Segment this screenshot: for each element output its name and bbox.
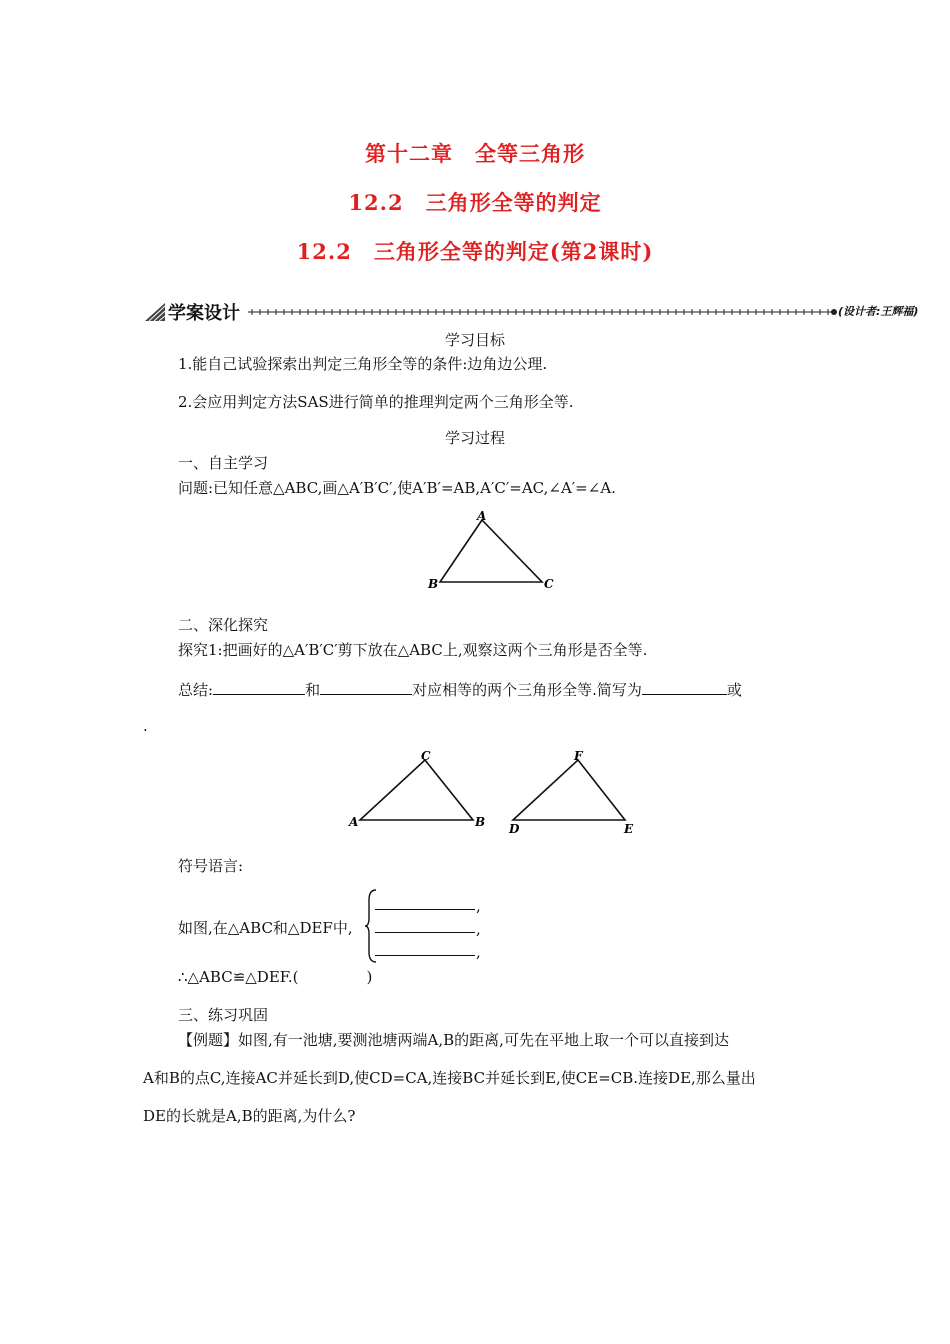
summary-trailing-dot: .: [143, 717, 148, 735]
fig3-label-d: D: [509, 822, 520, 836]
triangles-abc-def-figure: [345, 745, 645, 840]
condition-blank-1: [375, 893, 475, 910]
banner-dotted-rule: [248, 304, 838, 320]
summary-prefix: 总结:: [178, 681, 214, 699]
process-heading: 学习过程: [444, 429, 505, 447]
goal-item-2: 2.会应用判定方法SAS进行简单的推理判定两个三角形全等.: [178, 393, 574, 411]
summary-or: 或: [726, 681, 742, 699]
problem-text: 问题:已知任意△ABC,画△A′B′C′,使A′B′=AB,A′C′=AC,∠A′=∠A.: [178, 479, 616, 497]
fig3-label-e: E: [624, 822, 634, 836]
summary-blank-2: [320, 678, 412, 695]
banner-label: 学案设计: [168, 303, 240, 324]
lesson-title: 12.2 三角形全等的判定(第2课时): [296, 239, 654, 264]
condition-comma-1: ,: [476, 897, 481, 915]
section-title: 12.2 三角形全等的判定: [348, 190, 602, 215]
goal-item-1: 1.能自己试验探索出判定三角形全等的条件:边角边公理.: [178, 355, 548, 373]
therefore-text: ∴△ABC≌△DEF.(: [178, 968, 299, 986]
fig1-label-c: C: [544, 577, 554, 591]
fig2-label-b: B: [475, 815, 486, 829]
example-tag: 【例题】: [178, 1031, 239, 1049]
condition-comma-2: ,: [476, 920, 481, 938]
fig2-label-c: C: [421, 749, 431, 763]
fig1-label-a: A: [477, 509, 487, 523]
explore1-text: 探究1:把画好的△A′B′C′剪下放在△ABC上,观察这两个三角形是否全等.: [178, 641, 648, 659]
therefore-close: ): [366, 968, 373, 986]
summary-blank-3: [642, 678, 727, 695]
condition-blank-3: [375, 939, 475, 956]
summary-and: 和: [305, 681, 321, 699]
condition-blank-2: [375, 916, 475, 933]
fig1-label-b: B: [428, 577, 439, 591]
chapter-title: 第十二章 全等三角形: [365, 141, 585, 166]
summary-blank-1: [213, 678, 305, 695]
fig3-label-f: F: [574, 749, 583, 763]
summary-mid: 对应相等的两个三角形全等.简写为: [412, 681, 642, 699]
example-line-2: A和B的点C,连接AC并延长到D,使CD=CA,连接BC并延长到E,使CE=CB.连接DE,那么量出: [143, 1069, 756, 1087]
example-line-1: [178, 1030, 729, 1050]
example-text-1: 如图,有一池塘,要测池塘两端A,B的距离,可先在平地上取一个可以直接到达: [238, 1031, 729, 1049]
goals-heading: 学习目标: [444, 331, 505, 349]
banner-designer: (设计者:王辉福): [838, 305, 919, 318]
part1-heading: 一、自主学习: [178, 454, 269, 472]
fig2-label-a: A: [349, 815, 359, 829]
example-line-3: DE的长就是A,B的距离,为什么?: [143, 1107, 356, 1125]
symbol-language-label: 符号语言:: [178, 857, 244, 875]
triangle-abc-figure-1: [420, 505, 570, 595]
part2-heading: 二、深化探究: [178, 616, 269, 634]
condition-comma-3: ,: [476, 943, 481, 961]
therefore-line: [178, 967, 372, 987]
part3-heading: 三、练习巩固: [178, 1006, 269, 1024]
banner-triangle-icon: [143, 301, 167, 323]
design-banner: [143, 298, 950, 326]
in-figure-text: 如图,在△ABC和△DEF中,: [178, 919, 353, 937]
summary-line: [178, 678, 742, 700]
